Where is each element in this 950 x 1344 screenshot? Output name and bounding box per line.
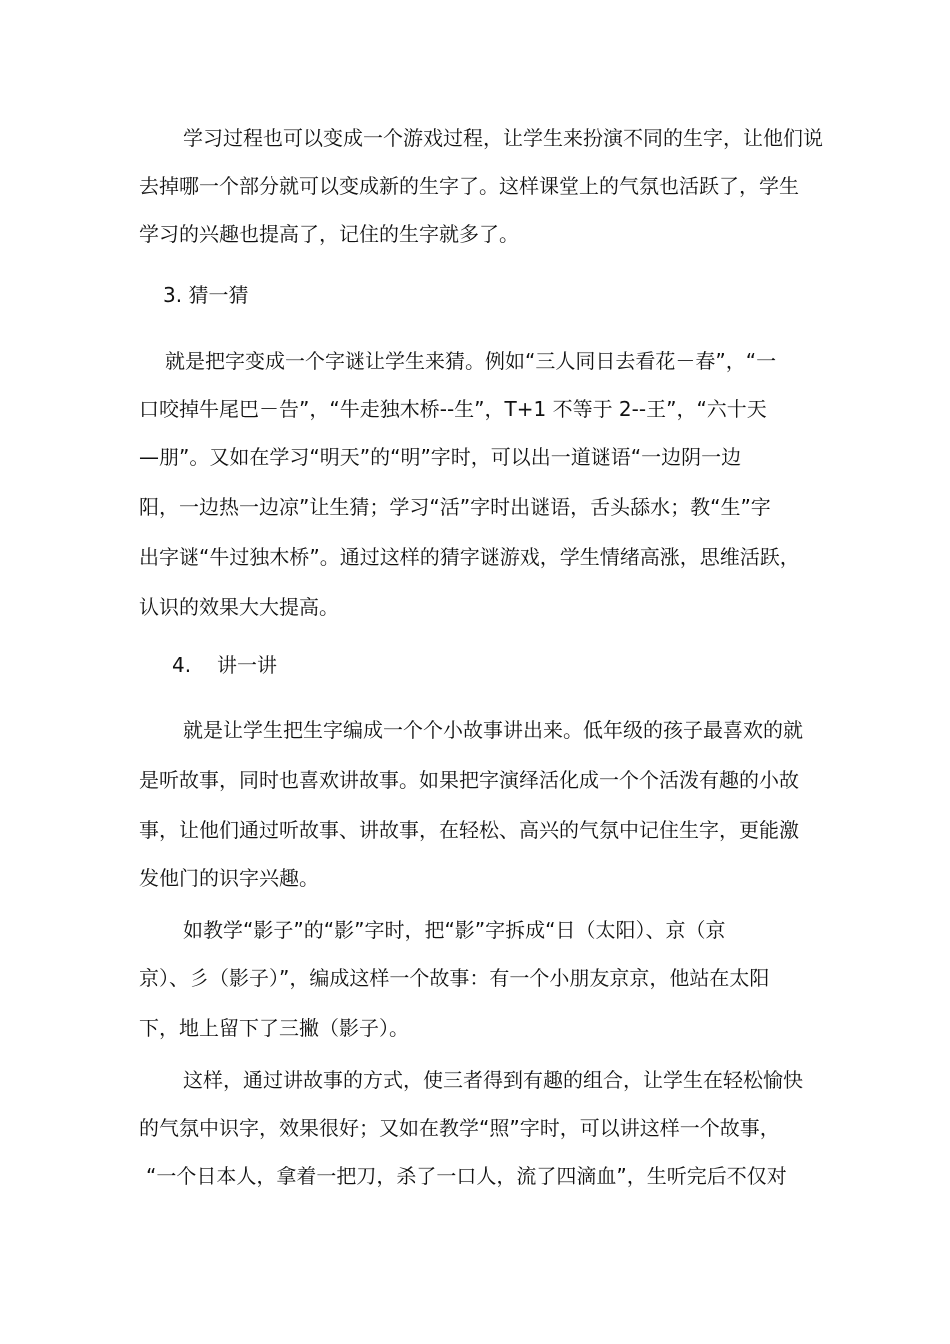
paragraph-line: 发他门的识字兴趣。	[139, 866, 319, 890]
paragraph-line: 阳，一边热一边凉”让生猜；学习“活”字时出谜语，舌头舔水；教“生”字	[139, 495, 771, 519]
paragraph-line: 口咬掉牛尾巴－告”，“牛走独木桥--生”，T+1 不等于 2--王”，“六十天	[139, 397, 767, 421]
paragraph-line: 学习的兴趣也提高了，记住的生字就多了。	[139, 222, 519, 246]
paragraph-line: 去掉哪一个部分就可以变成新的生字了。这样课堂上的气氛也活跃了，学生	[139, 174, 799, 198]
paragraph-line: 京）、彡（影子）”，编成这样一个故事：有一个小朋友京京，他站在太阳	[139, 966, 770, 990]
paragraph-line: “一个日本人，拿着一把刀，杀了一口人，流了四滴血”，生听完后不仅对	[146, 1164, 787, 1188]
section-heading-3: 3. 猜一猜	[163, 283, 249, 307]
paragraph-line: 出字谜“牛过独木桥”。通过这样的猜字谜游戏，学生情绪高涨，思维活跃，	[139, 545, 800, 569]
section-heading-4-number: 4.	[172, 653, 192, 677]
paragraph-line: 学习过程也可以变成一个游戏过程，让学生来扮演不同的生字，让他们说	[183, 126, 823, 150]
paragraph-line: 认识的效果大大提高。	[139, 595, 339, 619]
paragraph-line: 这样，通过讲故事的方式，使三者得到有趣的组合，让学生在轻松愉快	[183, 1068, 803, 1092]
paragraph-line: 如教学“影子”的“影”字时，把“影”字拆成“日（太阳）、京（京	[183, 918, 726, 942]
paragraph-line: 下，地上留下了三撇（影子）。	[139, 1016, 409, 1040]
paragraph-line: 就是让学生把生字编成一个个小故事讲出来。低年级的孩子最喜欢的就	[183, 718, 803, 742]
paragraph-line: —朋”。又如在学习“明天”的“明”字时，可以出一道谜语“一边阴一边	[139, 445, 742, 469]
paragraph-line: 事，让他们通过听故事、讲故事，在轻松、高兴的气氛中记住生字，更能激	[139, 818, 799, 842]
section-heading-4-title: 讲一讲	[217, 653, 277, 677]
paragraph-line: 的气氛中识字，效果很好；又如在教学“照”字时，可以讲这样一个故事，	[139, 1116, 780, 1140]
paragraph-line: 是听故事，同时也喜欢讲故事。如果把字演绎活化成一个个活泼有趣的小故	[139, 768, 799, 792]
paragraph-line: 就是把字变成一个字谜让学生来猜。例如“三人同日去看花－春”，“一	[165, 349, 777, 373]
